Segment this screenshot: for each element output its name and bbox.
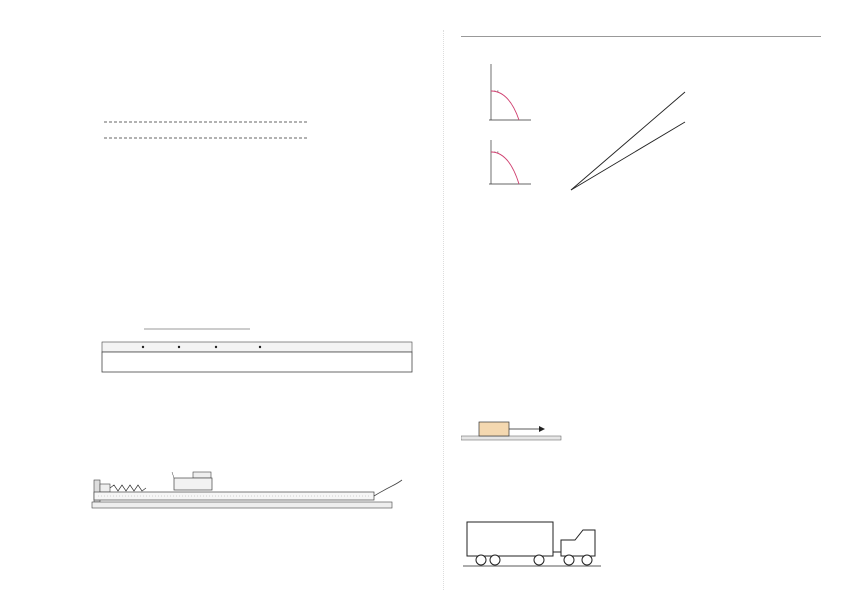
q15-block [479,422,509,436]
header-rule [461,36,821,37]
fig-bing-line-1 [571,92,685,190]
q15-figure [461,414,571,442]
figure-jia [90,462,420,528]
figure-bing [549,52,719,204]
fig-bing-line-2 [571,122,685,190]
figure-yi [461,52,545,204]
column-divider [443,30,444,590]
trailer-b [467,522,553,556]
ruler-figure [100,322,420,378]
q12-figure [86,108,326,156]
q16-truck-figure [463,516,603,572]
truck-a [561,530,595,556]
